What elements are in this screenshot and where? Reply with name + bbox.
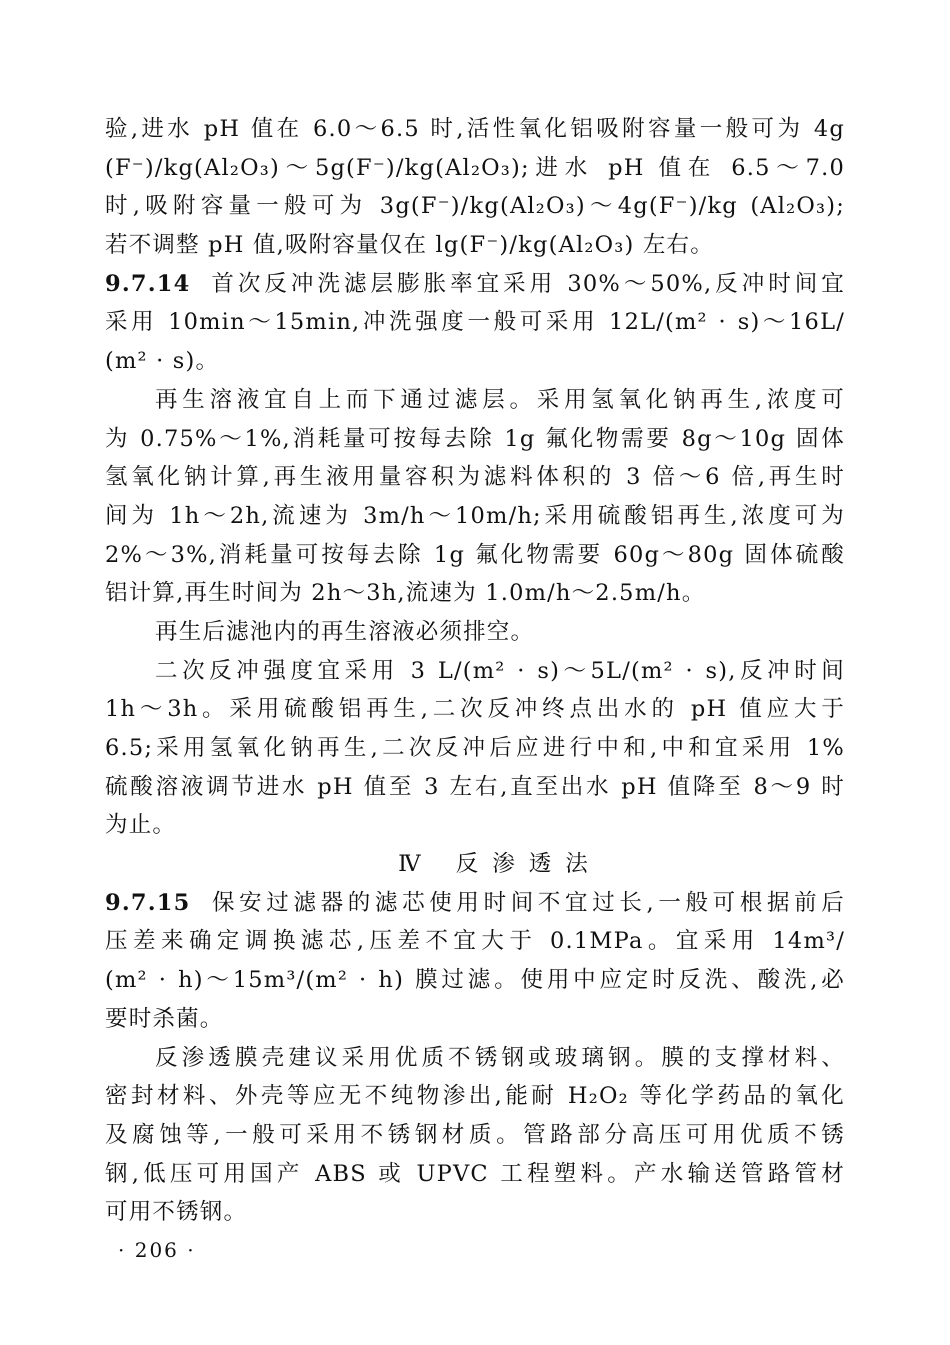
clause-9-7-15-heading [105, 884, 845, 923]
text-line: 密封材料、外壳等应无不纯物渗出,能耐 H₂O₂ 等化学药品的氧化 [105, 1083, 845, 1110]
text-line: 6.5;采用氢氧化钠再生,二次反冲后应进行中和,中和宜采用 1% [105, 735, 845, 761]
text-line: 1h～3h。采用硫酸铝再生,二次反冲终点出水的 pH 值应大于 [105, 696, 845, 723]
text-line: 2%～3%,消耗量可按每去除 1g 氟化物需要 60g～80g 固体硫酸 [105, 541, 845, 568]
clause-text: 首次反冲洗滤层膨胀率宜采用 30%～50%,反冲时间宜 [208, 270, 845, 297]
text-line: 氢氧化钠计算,再生液用量容积为滤料体积的 3 倍～6 倍,再生时 [105, 464, 845, 491]
text-line: 硫酸溶液调节进水 pH 值至 3 左右,直至出水 pH 值降至 8～9 时 [105, 773, 845, 800]
text-line: 再生溶液宜自上而下通过滤层。采用氢氧化钠再生,浓度可 [155, 386, 845, 413]
text-line: (m² · s)。 [105, 348, 220, 375]
text-line: 反渗透膜壳建议采用优质不锈钢或玻璃钢。膜的支撑材料、 [155, 1044, 845, 1071]
text-line: 验,进水 pH 值在 6.0～6.5 时,活性氧化铝吸附容量一般可为 4g [105, 116, 845, 142]
clause-number: 9.7.15 [105, 889, 191, 916]
text-line: 可用不锈钢。 [105, 1199, 248, 1226]
section-heading: Ⅳ 反渗透法 [398, 851, 602, 878]
text-line: 压差来确定调换滤芯,压差不宜大于 0.1MPa。宜采用 14m³/ [105, 928, 845, 955]
text-line: (F⁻)/kg(Al₂O₃)～5g(F⁻)/kg(Al₂O₃);进水 pH 值在 6.5～7.0 [105, 154, 845, 181]
clause-text: 保安过滤器的滤芯使用时间不宜过长,一般可根据前后 [208, 889, 845, 916]
text-line: 时,吸附容量一般可为 3g(F⁻)/kg(Al₂O₃)～4g(F⁻)/kg (Al₂O₃); [105, 193, 845, 220]
text-line: 若不调整 pH 值,吸附容量仅在 lg(F⁻)/kg(Al₂O₃) 左右。 [105, 232, 714, 259]
clause-number: 9.7.14 [105, 270, 191, 297]
text-line: 为止。 [105, 812, 177, 839]
text-line: 及腐蚀等,一般可采用不锈钢材质。管路部分高压可用优质不锈 [105, 1121, 845, 1148]
clause-9-7-14-heading [105, 265, 845, 304]
text-line: 二次反冲强度宜采用 3 L/(m² · s)～5L/(m² · s),反冲时间 [155, 657, 845, 684]
page-number: · 206 · [118, 1238, 196, 1262]
text-line: (m² · h)～15m³/(m² · h) 膜过滤。使用中应定时反洗、酸洗,必 [105, 967, 845, 994]
text-line: 再生后滤池内的再生溶液必须排空。 [155, 618, 535, 645]
text-line: 钢,低压可用国产 ABS 或 UPVC 工程塑料。产水输送管路管材 [105, 1160, 845, 1187]
text-line: 为 0.75%～1%,消耗量可按每去除 1g 氟化物需要 8g～10g 固体 [105, 425, 845, 452]
text-line: 采用 10min～15min,冲洗强度一般可采用 12L/(m² · s)～16L/ [105, 309, 845, 336]
text-line: 铝计算,再生时间为 2h～3h,流速为 1.0m/h～2.5m/h。 [105, 580, 706, 607]
text-line: 要时杀菌。 [105, 1005, 224, 1032]
text-line: 间为 1h～2h,流速为 3m/h～10m/h;采用硫酸铝再生,浓度可为 [105, 502, 845, 529]
body-text [105, 110, 845, 1232]
